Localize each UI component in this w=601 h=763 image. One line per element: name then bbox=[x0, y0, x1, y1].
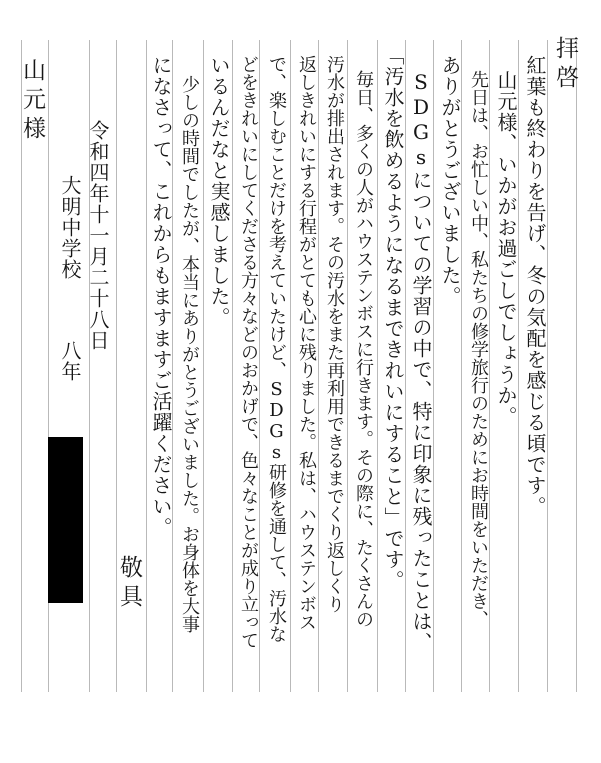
letter-date: 令和四年十一月二十八日 bbox=[86, 120, 110, 351]
body-line-11: どをきれいにしてくださる方々などのおかげで、色々なことが成り立って bbox=[238, 55, 259, 649]
ruled-line bbox=[347, 40, 348, 692]
body-line-7: 毎日、多くの人がハウステンボスに行きます。その際に、たくさんの bbox=[353, 70, 374, 628]
ruled-line bbox=[576, 40, 577, 692]
ruled-line bbox=[405, 40, 406, 692]
body-line-4: ありがとうございました。 bbox=[438, 55, 462, 307]
recipient: 山元様 bbox=[19, 58, 45, 145]
redacted-name-block bbox=[48, 437, 83, 603]
body-line-6: 「汚水を飲めるようになるまできれいにすること」です。 bbox=[381, 45, 405, 591]
ruled-line bbox=[203, 40, 204, 692]
ruled-line bbox=[547, 40, 548, 692]
closing: 敬具 bbox=[116, 555, 142, 613]
body-line-3: 先日は、お忙しい中、私たちの修学旅行のためにお時間をいただき、 bbox=[468, 70, 489, 628]
ruled-line bbox=[146, 40, 147, 692]
body-line-9: 返しきれいにする行程がとても心に残りました。私は、ハウステンボス bbox=[296, 55, 317, 631]
body-line-14: になさって、これからもますますご活躍ください。 bbox=[149, 55, 173, 538]
body-line-8: 汚水が排出されます。その汚水をまた再利用できるまでくり返しくり bbox=[324, 55, 345, 613]
ruled-line bbox=[433, 40, 434, 692]
body-line-13: 少しの時間でしたが、本当にありがとうございました。お身体を大事 bbox=[179, 75, 200, 633]
ruled-line bbox=[377, 40, 378, 692]
ruled-line bbox=[290, 40, 291, 692]
sender-grade: 八年 bbox=[58, 340, 82, 382]
body-line-5: SDGsについての学習の中で、特に印象に残ったことは、 bbox=[409, 70, 433, 653]
ruled-line bbox=[318, 40, 319, 692]
body-line-2: 山元様、いかがお過ごしでしょうか。 bbox=[494, 70, 518, 427]
sender-school: 大明中学校 bbox=[58, 175, 82, 280]
body-line-10: で、楽しむことだけを考えていたけど、SDGs研修を通して、汚水な bbox=[266, 55, 287, 643]
ruled-line bbox=[232, 40, 233, 692]
ruled-line bbox=[518, 40, 519, 692]
body-line-12: いるんだなと実感しました。 bbox=[207, 55, 231, 328]
salutation: 拝啓 bbox=[552, 36, 578, 94]
body-line-1: 紅葉も終わりを告げ、冬の気配を感じる頃です。 bbox=[523, 55, 547, 517]
